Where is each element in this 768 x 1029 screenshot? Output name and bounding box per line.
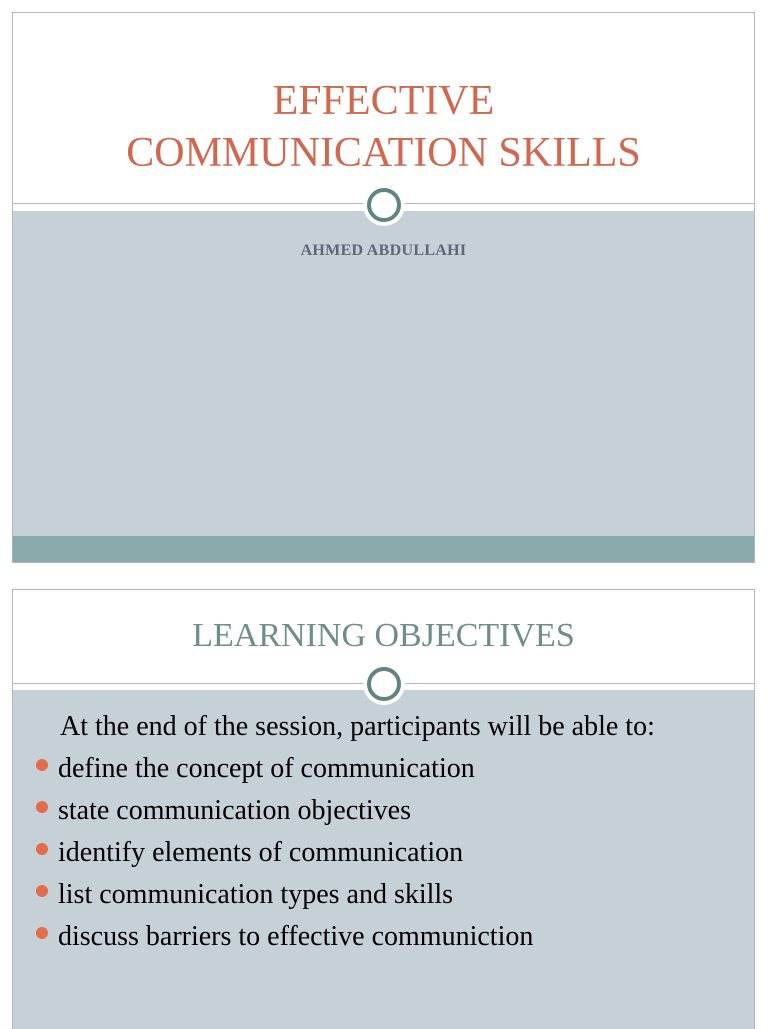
slide-title: LEARNING OBJECTIVES — [192, 617, 575, 654]
objective-text: list communication types and skills — [58, 879, 454, 910]
bullet-dot-icon — [36, 759, 48, 771]
objective-text: discuss barriers to effective communiction — [58, 921, 534, 952]
bullet-dot-icon — [36, 885, 48, 897]
title-line: EFFECTIVE — [272, 78, 495, 124]
slide-title — [13, 75, 754, 179]
intro-text: At the end of the session, participants will be able to: — [60, 711, 655, 742]
bullet-dot-icon — [36, 927, 48, 939]
author-name: AHMED ABDULLAHI — [300, 242, 467, 259]
title-line: COMMUNICATION SKILLS — [126, 130, 641, 176]
circle-ornament-icon — [367, 188, 401, 222]
objective-text: state communication objectives — [58, 795, 412, 826]
objective-text: define the concept of communication — [58, 753, 475, 784]
title-slide — [12, 12, 755, 563]
bullet-dot-icon — [36, 843, 48, 855]
bullet-dot-icon — [36, 801, 48, 813]
title-area — [13, 13, 754, 209]
objective-text: identify elements of communication — [58, 837, 464, 868]
footer-bar — [13, 536, 754, 562]
objectives-slide — [12, 589, 755, 1029]
circle-ornament-icon — [367, 667, 401, 701]
